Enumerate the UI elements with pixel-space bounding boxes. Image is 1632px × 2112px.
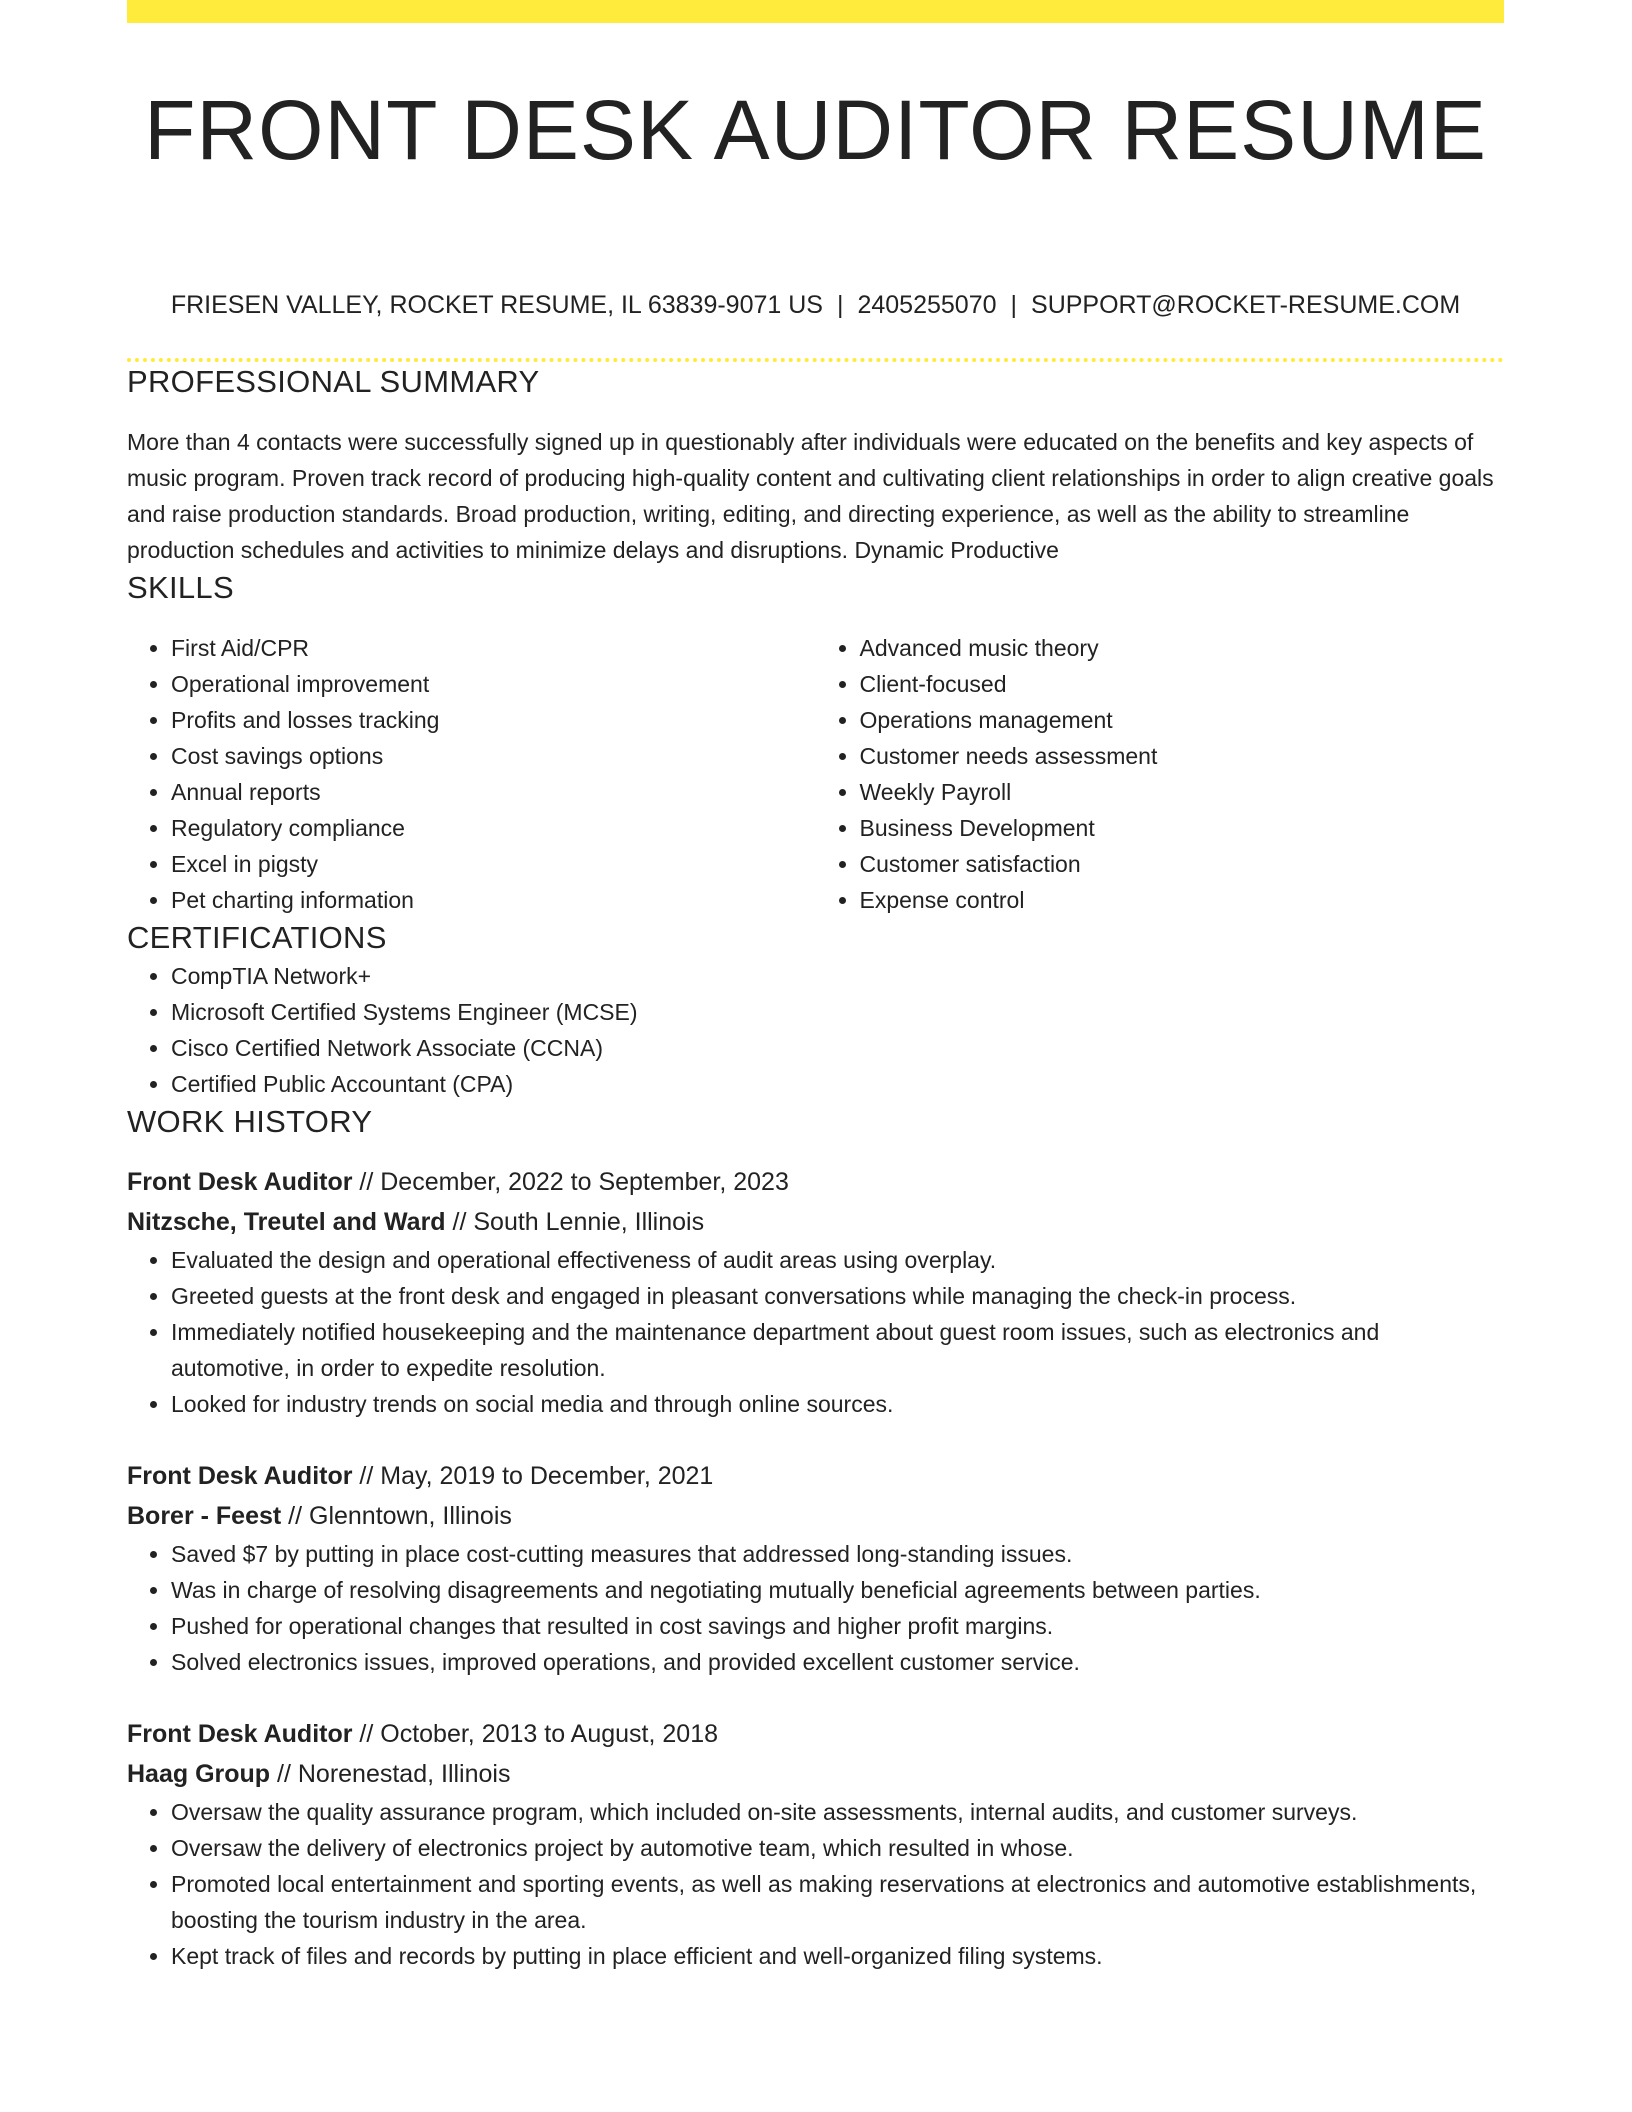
skill-item: • Customer needs assessment (860, 738, 1505, 774)
job-bullet: • Oversaw the delivery of electronics project by automotive team, which resulted in whose. (171, 1830, 1504, 1866)
job-bullet: • Saved $7 by putting in place cost-cutting measures that addressed long-standing issues. (171, 1536, 1504, 1572)
job-title-line (127, 1714, 1504, 1754)
certification-item: • Certified Public Accountant (CPA) (171, 1066, 1504, 1102)
skills-list-left (127, 630, 816, 918)
job-location: // Glenntown, Illinois (281, 1502, 512, 1530)
certifications-heading: CERTIFICATIONS (127, 920, 387, 955)
job-dates: // October, 2013 to August, 2018 (352, 1720, 719, 1748)
job-title-line (127, 1456, 1504, 1496)
job-title: Front Desk Auditor (127, 1720, 353, 1748)
job-bullets (127, 1536, 1504, 1680)
job-bullet: • Greeted guests at the front desk and engaged in pleasant conversations while managing the check-in process. (171, 1278, 1504, 1314)
certification-item: • Microsoft Certified Systems Engineer (MCSE) (171, 994, 1504, 1030)
contact-phone: 2405255070 (857, 291, 997, 319)
job-title: Front Desk Auditor (127, 1462, 353, 1490)
job-company: Haag Group (127, 1760, 271, 1788)
skill-item: • Business Development (860, 810, 1505, 846)
job-title: Front Desk Auditor (127, 1168, 353, 1196)
certifications-section (127, 918, 1504, 1102)
job-entry (127, 1714, 1504, 1974)
job-bullet: • Kept track of files and records by putting in place efficient and well-organized filing systems. (171, 1938, 1504, 1974)
job-bullets (127, 1794, 1504, 1974)
skill-item: • Regulatory compliance (171, 810, 816, 846)
contact-separator: | (1010, 291, 1018, 319)
contact-address: FRIESEN VALLEY, ROCKET RESUME, IL 63839-9071 US (170, 291, 823, 319)
skill-item: • Annual reports (171, 774, 816, 810)
job-company-line (127, 1754, 1504, 1794)
contact-line (127, 290, 1504, 320)
skill-item: • Advanced music theory (860, 630, 1505, 666)
summary-heading: PROFESSIONAL SUMMARY (127, 364, 540, 399)
skill-item: • Pet charting information (171, 882, 816, 918)
certification-item: • Cisco Certified Network Associate (CCNA) (171, 1030, 1504, 1066)
work-history-section (127, 1102, 1504, 1974)
contact-separator: | (836, 291, 844, 319)
job-bullet: • Immediately notified housekeeping and the maintenance department about guest room issues, such as electronics and automotive, in order to expedite resolution. (171, 1314, 1504, 1386)
skills-list-right (816, 630, 1505, 918)
job-entry (127, 1456, 1504, 1680)
job-title-line (127, 1162, 1504, 1202)
job-location: // Norenestad, Illinois (270, 1760, 511, 1788)
skill-item: • Weekly Payroll (860, 774, 1505, 810)
job-company: Borer - Feest (127, 1502, 282, 1530)
summary-section (127, 362, 1504, 568)
job-bullet: • Promoted local entertainment and sporting events, as well as making reservations at electronics and automotive establishments, boosting the tourism industry in the area. (171, 1866, 1504, 1938)
job-dates: // May, 2019 to December, 2021 (352, 1462, 714, 1490)
certification-item: • CompTIA Network+ (171, 958, 1504, 994)
job-bullet: • Looked for industry trends on social media and through online sources. (171, 1386, 1504, 1422)
skill-item: • Customer satisfaction (860, 846, 1505, 882)
job-company-line (127, 1202, 1504, 1242)
job-bullets (127, 1242, 1504, 1422)
skill-item: • Profits and losses tracking (171, 702, 816, 738)
job-bullet: • Oversaw the quality assurance program, which included on-site assessments, internal audits, and customer surveys. (171, 1794, 1504, 1830)
summary-text: More than 4 contacts were successfully signed up in questionably after individuals were educated on the benefits and key aspects of music program. Proven track record of producing high-quality content and cultivating client relationships in order to align creative goals and raise production standards. Broad production, writing, editing, and directing experience, as well as the ability to streamline production schedules and activities to minimize delays and disruptions. Dynamic Productive (127, 429, 1494, 563)
job-bullet: • Solved electronics issues, improved operations, and provided excellent customer service. (171, 1644, 1504, 1680)
skill-item: • Expense control (860, 882, 1505, 918)
job-dates: // December, 2022 to September, 2023 (352, 1168, 789, 1196)
job-entry (127, 1162, 1504, 1422)
skill-item: • First Aid/CPR (171, 630, 816, 666)
skills-section (127, 568, 1504, 918)
skill-item: • Excel in pigsty (171, 846, 816, 882)
job-company-line (127, 1496, 1504, 1536)
job-bullet: • Pushed for operational changes that resulted in cost savings and higher profit margins. (171, 1608, 1504, 1644)
skill-item: • Cost savings options (171, 738, 816, 774)
skill-item: • Operational improvement (171, 666, 816, 702)
certifications-list (127, 958, 1504, 1102)
job-bullet: • Evaluated the design and operational effectiveness of audit areas using overplay. (171, 1242, 1504, 1278)
skill-item: • Client-focused (860, 666, 1505, 702)
skill-item: • Operations management (860, 702, 1505, 738)
work-history-heading: WORK HISTORY (127, 1104, 373, 1139)
skills-columns (127, 630, 1504, 918)
contact-email: SUPPORT@ROCKET-RESUME.COM (1031, 291, 1461, 319)
job-location: // South Lennie, Illinois (445, 1208, 705, 1236)
job-company: Nitzsche, Treutel and Ward (127, 1208, 446, 1236)
skills-heading: SKILLS (127, 570, 234, 605)
resume-title: FRONT DESK AUDITOR RESUME (144, 83, 1487, 177)
resume-page (127, 0, 1504, 1974)
job-bullet: • Was in charge of resolving disagreements and negotiating mutually beneficial agreements between parties. (171, 1572, 1504, 1608)
